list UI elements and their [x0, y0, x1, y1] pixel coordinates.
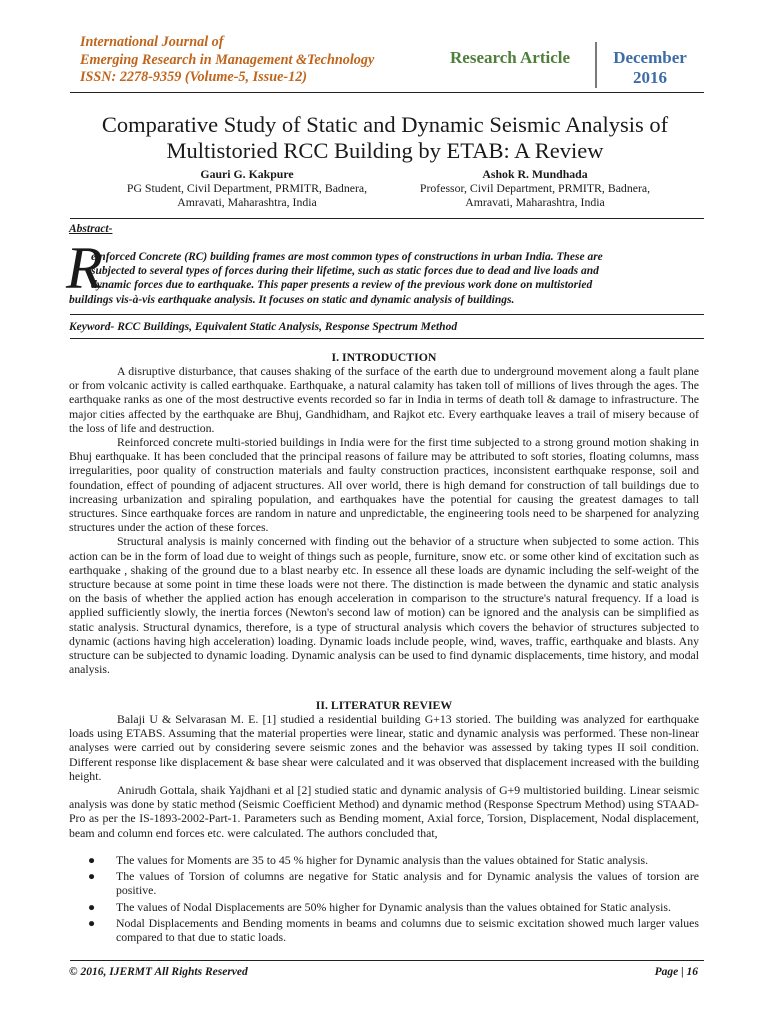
list-item-text: The values of Torsion of columns are negative for Static analysis and for Dynamic analysis the values of torsion are positive. [116, 869, 699, 898]
abstract-line: subjected to several types of forces during their lifetime, such as static forces due to dead and live loads and [91, 265, 599, 278]
author-2 [380, 167, 690, 210]
author-1-location: Amravati, Maharashtra, India [177, 195, 317, 210]
journal-line-1: International Journal of [80, 34, 224, 50]
bullet-icon: ● [88, 899, 96, 914]
author-1 [92, 167, 402, 210]
abstract-text [69, 250, 699, 307]
header-rule [70, 92, 704, 93]
author-1-name: Gauri G. Kakpure [200, 167, 294, 181]
abstract-bottom-rule [70, 314, 704, 315]
footer-rule [70, 960, 704, 961]
section-1-heading: I. INTRODUCTION [331, 350, 437, 364]
paper-title [60, 112, 710, 164]
issue-date [600, 48, 700, 88]
bullet-icon: ● [88, 853, 96, 867]
paragraph: Anirudh Gottala, shaik Yajdhani et al [2] studied static and dynamic analysis of G+9 multistoried building. Linear seismic analysis was done by static method (Seismic Coefficient Method) and dynamic method (Response Spectrum Method) using STAAD-Pro as per the IS-1893-2002-Part-1. Parameters such as Bending moment, Axial force, Torsion, Displacement, Nodal displacement, beam and column end forces etc. were calculated. The authors concluded that, [69, 783, 699, 840]
list-item-text: The values of Nodal Displacements are 50% higher for Dynamic analysis than the values obtained for Static analysis. [116, 899, 671, 914]
paragraph: Structural analysis is mainly concerned with finding out the behavior of a structure when subjected to some action. This action can be in the form of load due to weight of things such as people, furniture, snow etc. or some other kind of excitation such as earthquake , shaking of the ground due to a blast nearby etc. In essence all these loads are dynamic including the self-weight of the structure because at some point in time these loads were not there. The distinction is made between the dynamic and static analysis on the basis of whether the applied action has enough acceleration in comparison to the structure's natural frequency. If a load is applied sufficiently slowly, the inertia forces (Newton's second law of motion) can be ignored and the analysis can be simplified as static analysis. Structural dynamics, therefore, is a type of structural analysis which covers the behavior of structures subjected to dynamic (actions having high acceleration) loading. Dynamic loads include people, wind, waves, traffic, earthquake and blasts. Any structure can be subjected to dynamic loading. Dynamic analysis can be used to find dynamic displacements, time history, and modal analysis. [69, 534, 699, 677]
conclusion-list [69, 853, 699, 946]
section-2-body [69, 712, 699, 840]
author-2-name: Ashok R. Mundhada [482, 167, 588, 181]
copyright: © 2016, IJERMT All Rights Reserved [69, 966, 248, 978]
list-item [69, 869, 699, 897]
author-2-location: Amravati, Maharashtra, India [465, 195, 605, 210]
journal-name [80, 34, 374, 87]
section-1-body [69, 364, 699, 676]
list-item-text: The values for Moments are 35 to 45 % higher for Dynamic analysis than the values obtained for Static analysis. [116, 853, 649, 867]
bullet-icon: ● [88, 869, 96, 884]
header-divider [595, 42, 597, 88]
keywords: Keyword- RCC Buildings, Equivalent Static Analysis, Response Spectrum Method [69, 321, 458, 333]
bullet-icon: ● [88, 915, 96, 930]
paragraph: A disruptive disturbance, that causes shaking of the surface of the earth due to underground movement along a fault plane or from volcanic activity is called earthquake. Earthquake, a natural calamity has taken toll of millions of lives through the ages. The earthquake ranks as one of the most destructive events recorded so far in India in terms of death toll & damage to infrastructure. The major cities affected by the earthquake are Bhuj, Gandhidham, and Rajkot etc. Every earthquake leaves a trail of misery because of the loss of life and destruction. [69, 364, 699, 435]
abstract-line: einforced Concrete (RC) building frames are most common types of constructions in urban India. These are [91, 251, 603, 263]
author-1-affiliation: PG Student, Civil Department, PRMITR, Badnera, [126, 181, 368, 196]
title-line-2: Multistoried RCC Building by ETAB: A Review [166, 138, 604, 163]
abstract-line: dynamic forces due to earthquake. This paper presents a review of the previous work done on multistoried [91, 279, 593, 292]
page-number: Page | 16 [654, 966, 698, 978]
list-item [69, 853, 699, 867]
abstract-line: buildings vis-à-vis earthquake analysis. It focuses on static and dynamic analysis of buildings. [69, 293, 515, 306]
issue-year: 2016 [633, 68, 667, 87]
list-item [69, 900, 699, 914]
journal-header [80, 34, 700, 88]
title-line-1: Comparative Study of Static and Dynamic Seismic Analysis of [101, 112, 669, 137]
article-type: Research Article [450, 48, 571, 67]
journal-line-2: Emerging Research in Management &Technology [80, 51, 375, 68]
list-item-text: Nodal Displacements and Bending moments in beams and columns due to seismic excitation showed much larger values compared to that due to static loads. [116, 915, 699, 945]
keyword-rule [70, 338, 704, 339]
abstract-dropcap: R [66, 235, 103, 301]
list-item [69, 916, 699, 944]
issue-month: December [613, 48, 687, 67]
journal-issn: ISSN: 2278-9359 (Volume-5, Issue-12) [80, 69, 308, 85]
section-2-heading: II. LITERATUR REVIEW [315, 698, 453, 712]
author-2-affiliation: Professor, Civil Department, PRMITR, Badnera, [419, 181, 651, 196]
abstract-top-rule [70, 218, 704, 219]
paragraph: Balaji U & Selvarasan M. E. [1] studied a residential building G+13 storied. The building was analyzed for earthquake loads using ETABS. Assuming that the material properties were linear, static and dynamic analysis was performed. These non-linear analyses were carried out by considering severe seismic zones and the behavior was assessed by taking types II soil condition. Different response like displacement & base shear were calculated and it was observed that displacement increased with the building height. [69, 712, 699, 783]
paragraph: Reinforced concrete multi-storied buildings in India were for the first time subjected to a strong ground motion shaking in Bhuj earthquake. It has been concluded that the principal reasons of failure may be attributed to soft stories, floating columns, mass irregularities, poor quality of construction materials and faulty construction practices, inconsistent earthquake response, soil and foundation, effect of pounding of adjacent structures. All over world, there is high demand for construction of tall buildings due to increasing urbanization and spiraling population, and earthquakes have the potential for causing the greatest damages to tall structures. Since earthquake forces are random in nature and unpredictable, the engineering tools need to be sharpened for analyzing structures under the action of these forces. [69, 435, 699, 535]
abstract-label: Abstract- [69, 223, 113, 235]
